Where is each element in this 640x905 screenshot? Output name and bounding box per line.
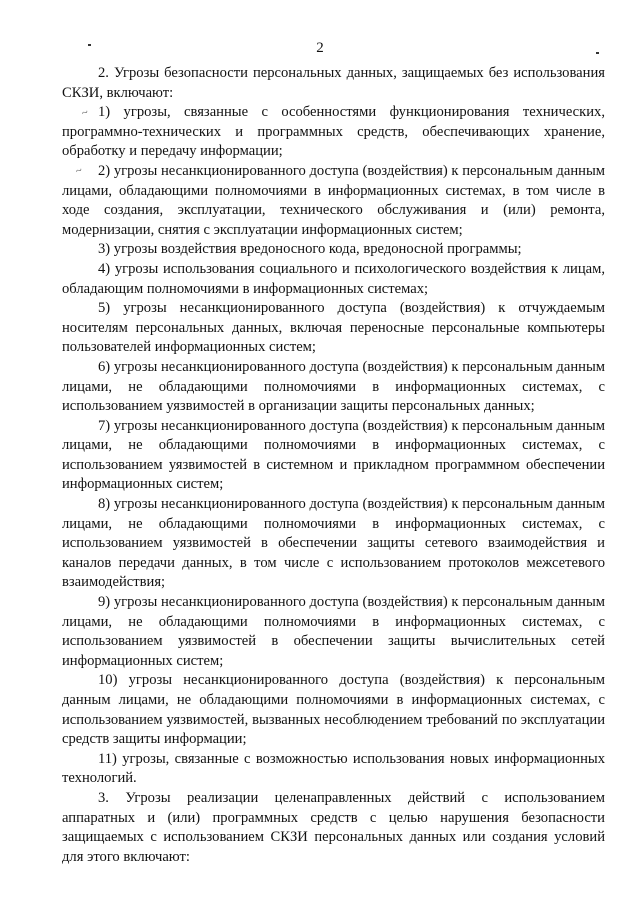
list-item-11: 11) угрозы, связанные с возможностью использования новых информационных технологий. [62, 750, 605, 787]
list-item-3: 3) угрозы воздействия вредоносного кода, вредоносной программы; [98, 241, 522, 258]
list-item-8: 8) угрозы несанкционированного доступа (воздействия) к персональным данным лицами, не обладающими полномочиями в информационных системах, с использованием уязвимостей в обеспечении защиты сетевого взаимодействия и каналов передачи данных, в том числе с использованием протоколов межсетевого взаимодействия; [62, 496, 605, 591]
section-2-heading: 2. Угрозы безопасности персональных данных, защищаемых без использования СКЗИ, включают: [62, 65, 605, 101]
list-item-2: 2) угрозы несанкционированного доступа (воздействия) к персональным данным лицами, обладающими полномочиями в информационных системах, в том числе в ходе создания, эксплуатации, технического обслуживания и (или) ремонта, модернизации, снятия с эксплуатации информационных систем; [62, 162, 605, 238]
document-body [62, 64, 605, 867]
pen-mark: ~ [74, 164, 84, 178]
list-item-7: 7) угрозы несанкционированного доступа (воздействия) к персональным данным лицами, не обладающими полномочиями в информационных системах, с использованием уязвимостей в системном и прикладном программном обеспечении информационных систем; [62, 417, 605, 493]
pen-mark: ~ [80, 106, 90, 120]
list-item-5: 5) угрозы несанкционированного доступа (воздействия) к отчуждаемым носителям персональных данных, включая переносные персональные компьютеры пользователей информационных систем; [62, 300, 605, 356]
list-item-6: 6) угрозы несанкционированного доступа (воздействия) к персональным данным лицами, не обладающими полномочиями в информационных системах, с использованием уязвимостей в организации защиты персональных данных; [62, 358, 605, 415]
list-item-10: 10) угрозы несанкционированного доступа (воздействия) к персональным данным лицами, не обладающими полномочиями в информационных системах, с использованием уязвимостей, вызванных несоблюдением требований по эксплуатации средств защиты информации; [62, 672, 605, 748]
scan-speck [596, 52, 599, 54]
list-item-9: 9) угрозы несанкционированного доступа (воздействия) к персональным данным лицами, не обладающими полномочиями в информационных системах, с использованием уязвимостей в обеспечении защиты вычислительных сетей информационных систем; [62, 594, 605, 669]
scan-speck [88, 44, 91, 46]
list-item-4: 4) угрозы использования социального и психологического воздействия к лицам, обладающим полномочиями в информационных системах; [62, 260, 605, 297]
section-3-heading: 3. Угрозы реализации целенаправленных действий с использованием аппаратных и (или) программных средств с целью нарушения безопасности защищаемых с использованием СКЗИ персональных данных или создания условий для этого включают: [62, 789, 605, 865]
list-item-1: 1) угрозы, связанные с особенностями функционирования технических, программно-технических и программных средств, обеспечивающих хранение, обработку и передачу информации; [62, 104, 605, 160]
page-number: 2 [316, 40, 324, 56]
